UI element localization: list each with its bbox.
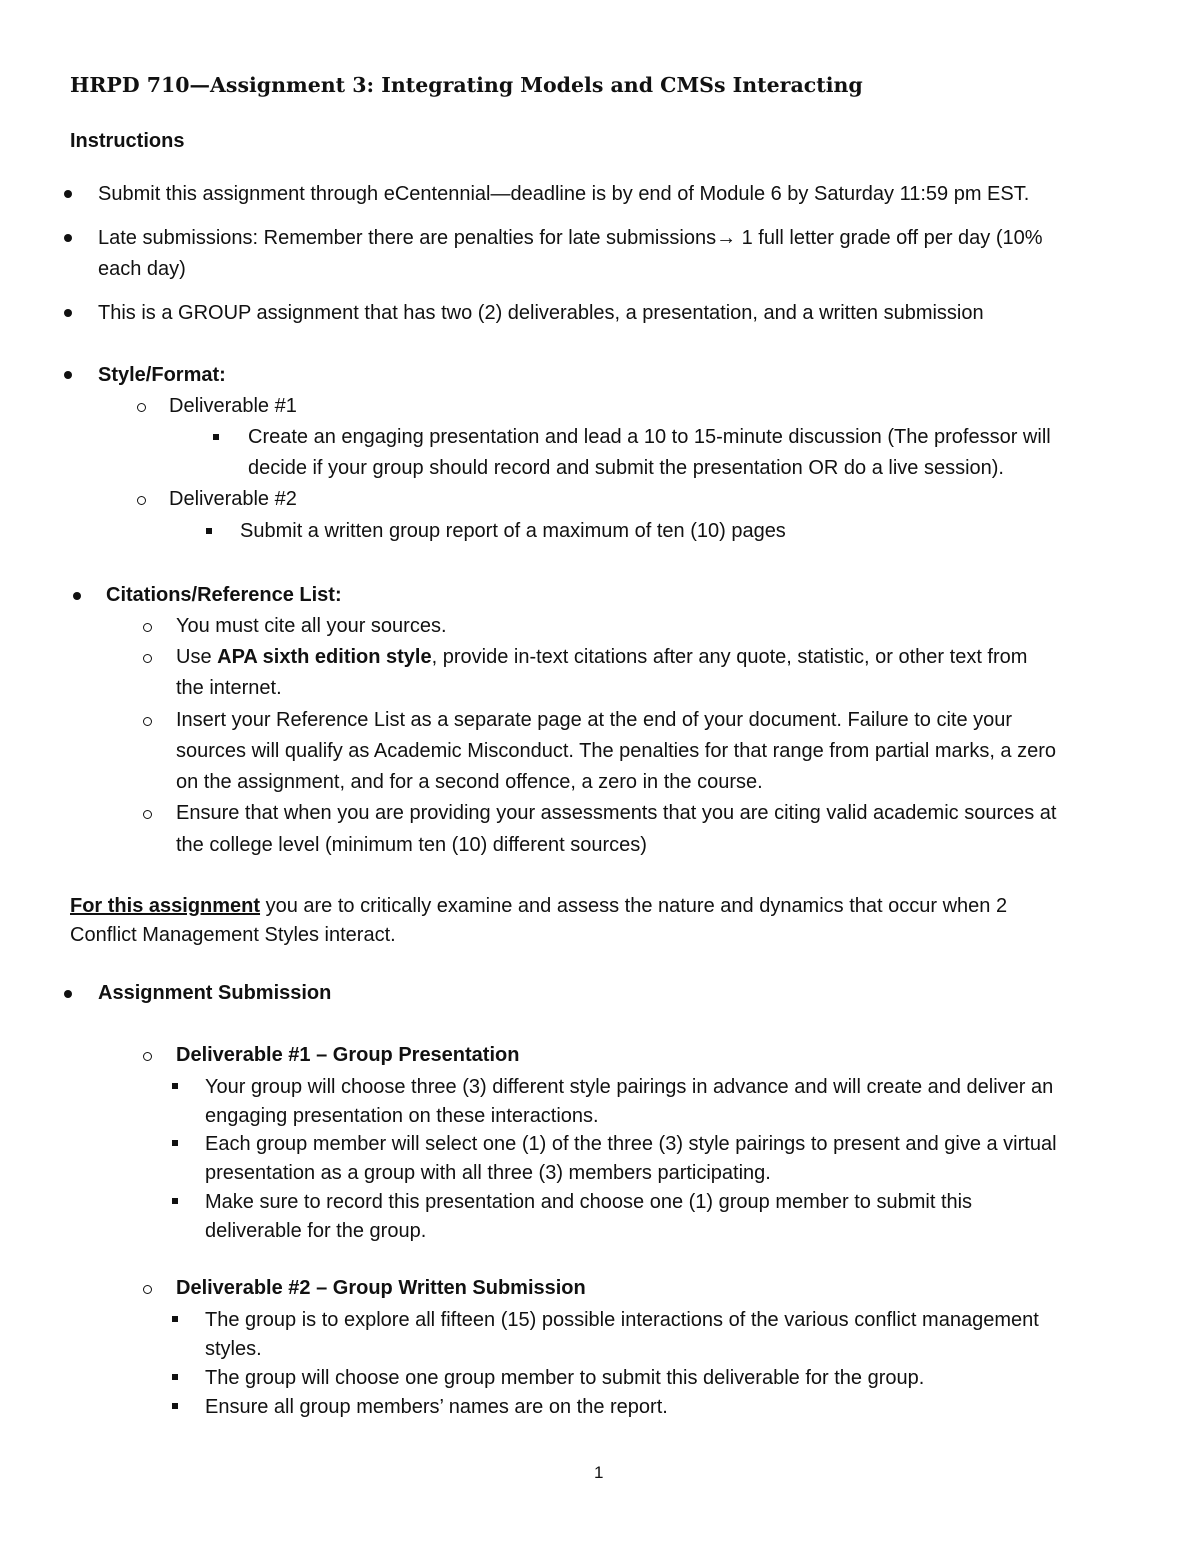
citation-item-3-line3: on the assignment, and for a second offence, a zero in the course. — [176, 771, 763, 793]
d1-item-2-line2: presentation as a group with all three (3) members participating. — [205, 1162, 771, 1184]
citation-item-3-line1: Insert your Reference List as a separate page at the end of your document. Failure to cite your — [176, 709, 1013, 731]
circle-bullet-icon — [137, 403, 146, 412]
instruction-late-line2: each day) — [98, 258, 186, 280]
citation-item-4-line1: Ensure that when you are providing your assessments that you are citing valid academic sources at — [176, 802, 1057, 824]
assignment-intro-line1 — [70, 891, 1007, 921]
apa-style-text: APA sixth edition style — [217, 646, 432, 668]
d2-item-3: Ensure all group members’ names are on the report. — [205, 1396, 668, 1418]
citations-heading: Citations/Reference List: — [106, 584, 342, 606]
citation-item-3-line2: sources will qualify as Academic Misconduct. The penalties for that range from partial marks, a zero — [176, 740, 1057, 762]
style-deliverable-1-label: Deliverable #1 — [169, 395, 297, 417]
square-bullet-icon — [172, 1316, 178, 1322]
instruction-late-line1: Late submissions: Remember there are penalties for late submissions→ 1 full letter grade off per day (10% — [98, 227, 1043, 249]
assignment-intro-line2: Conflict Management Styles interact. — [70, 924, 396, 946]
circle-bullet-icon — [137, 496, 146, 505]
bullet-icon — [64, 190, 72, 198]
square-bullet-icon — [206, 528, 212, 534]
square-bullet-icon — [213, 434, 219, 440]
d1-item-3-line1: Make sure to record this presentation and choose one (1) group member to submit this — [205, 1191, 973, 1213]
circle-bullet-icon — [143, 810, 152, 819]
submission-deliverable-2-heading: Deliverable #2 – Group Written Submission — [176, 1277, 586, 1299]
circle-bullet-icon — [143, 623, 152, 632]
citation-item-2-line1 — [176, 642, 1027, 672]
bullet-icon — [64, 309, 72, 317]
instruction-group: This is a GROUP assignment that has two (2) deliverables, a presentation, and a written submission — [98, 302, 984, 324]
instructions-heading: Instructions — [70, 130, 185, 152]
square-bullet-icon — [172, 1198, 178, 1204]
bullet-icon — [64, 371, 72, 379]
citation-item-2-post: , provide in-text citations after any quote, statistic, or other text from — [431, 646, 1028, 668]
submission-heading: Assignment Submission — [98, 982, 332, 1004]
d2-item-1-line1: The group is to explore all fifteen (15) possible interactions of the various conflict management — [205, 1309, 1039, 1331]
citation-item-1: You must cite all your sources. — [176, 615, 447, 637]
citation-item-2-line2: the internet. — [176, 677, 282, 699]
square-bullet-icon — [172, 1140, 178, 1146]
circle-bullet-icon — [143, 1052, 152, 1061]
d1-item-1-line2: engaging presentation on these interactions. — [205, 1105, 599, 1127]
style-deliverable-1-line2: decide if your group should record and submit the presentation OR do a live session). — [248, 457, 1004, 479]
square-bullet-icon — [172, 1403, 178, 1409]
d2-item-1-line2: styles. — [205, 1338, 262, 1360]
instruction-submit: Submit this assignment through eCentennial—deadline is by end of Module 6 by Saturday 11:59 pm EST. — [98, 183, 1030, 205]
d1-item-1-line1: Your group will choose three (3) different style pairings in advance and will create and deliver an — [205, 1076, 1054, 1098]
for-this-assignment-label: For this assignment — [70, 895, 261, 917]
square-bullet-icon — [172, 1083, 178, 1089]
circle-bullet-icon — [143, 717, 152, 726]
d1-item-2-line1: Each group member will select one (1) of the three (3) style pairings to present and give a virtual — [205, 1133, 1057, 1155]
square-bullet-icon — [172, 1374, 178, 1380]
citation-item-4-line2: the college level (minimum ten (10) different sources) — [176, 834, 647, 856]
bullet-icon — [64, 234, 72, 242]
submission-deliverable-1-heading: Deliverable #1 – Group Presentation — [176, 1044, 520, 1066]
circle-bullet-icon — [143, 1285, 152, 1294]
document-title: HRPD 710—Assignment 3: Integrating Models and CMSs Interacting — [70, 73, 863, 97]
circle-bullet-icon — [143, 654, 152, 663]
page-number: 1 — [594, 1463, 604, 1482]
bullet-icon — [73, 592, 81, 600]
citation-item-2-pre: Use — [176, 646, 218, 668]
style-deliverable-2-label: Deliverable #2 — [169, 488, 297, 510]
d2-item-2: The group will choose one group member to submit this deliverable for the group. — [205, 1367, 925, 1389]
d1-item-3-line2: deliverable for the group. — [205, 1220, 427, 1242]
style-deliverable-1-line1: Create an engaging presentation and lead a 10 to 15-minute discussion (The professor will — [248, 426, 1051, 448]
style-format-heading: Style/Format: — [98, 364, 226, 386]
bullet-icon — [64, 990, 72, 998]
assignment-intro-rest: you are to critically examine and assess the nature and dynamics that occur when 2 — [260, 895, 1008, 917]
style-deliverable-2-text: Submit a written group report of a maximum of ten (10) pages — [240, 520, 786, 542]
